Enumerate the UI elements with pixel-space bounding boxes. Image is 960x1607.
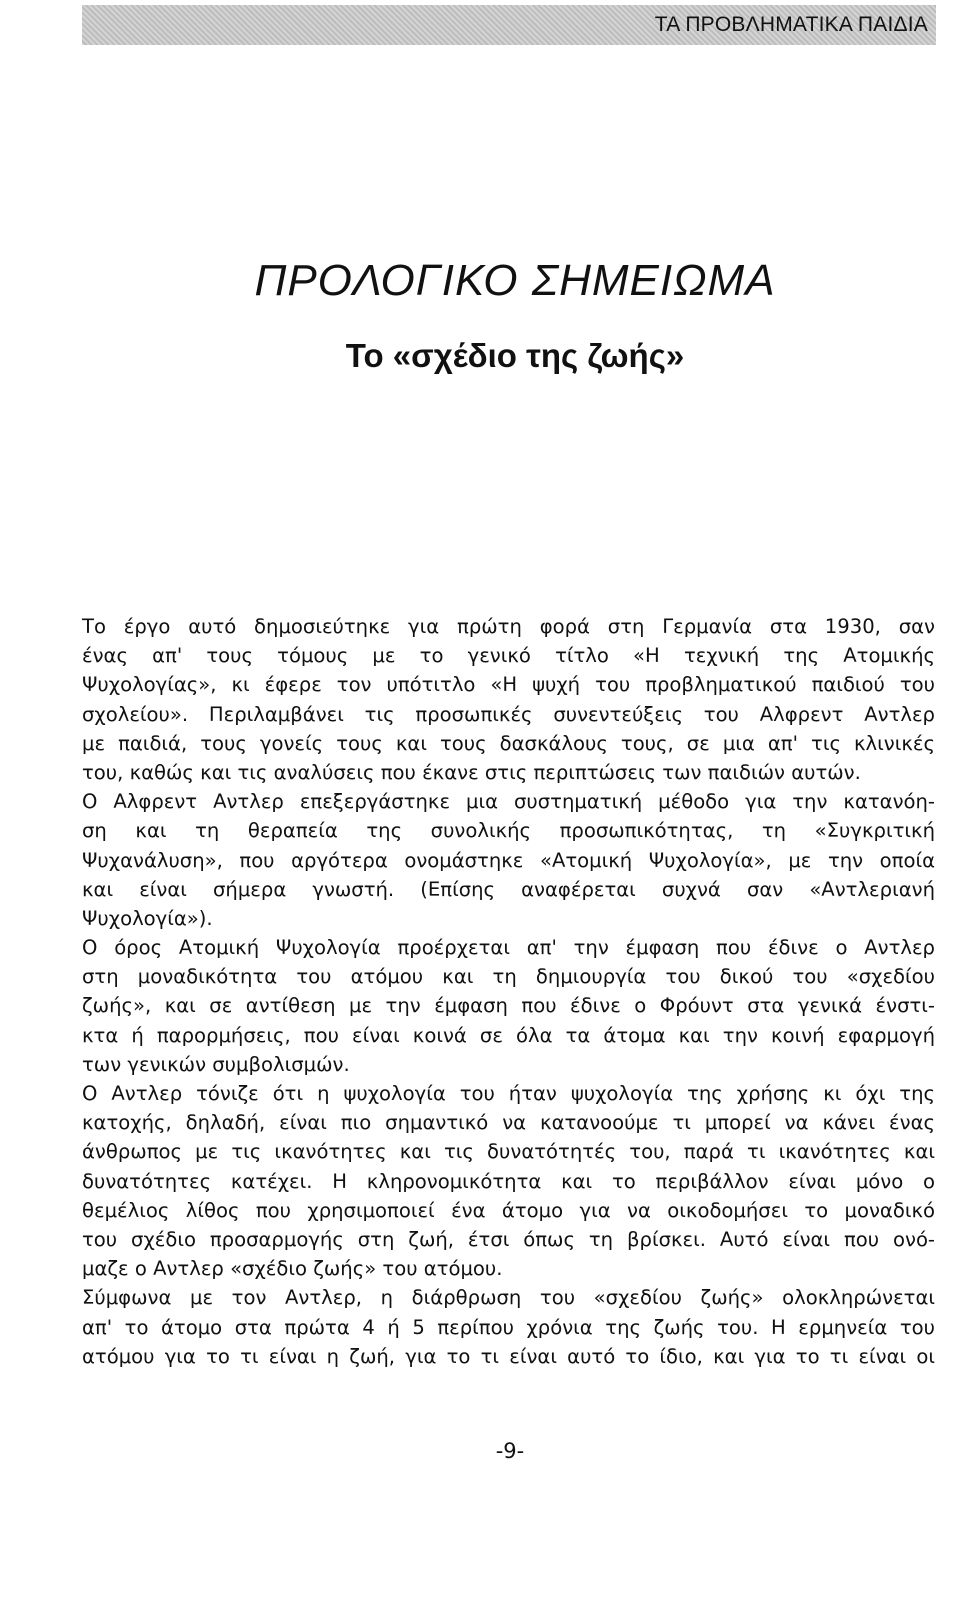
text-line: άνθρωπος με τις ικανότητες και τις δυνατότητές του, παρά τι ικανότητες και (82, 1140, 935, 1164)
text-line: κτα ή παρορμήσεις, που είναι κοινά σε όλα τα άτομα και την κοινή εφαρμογή (82, 1023, 935, 1047)
text-line: Ψυχανάλυση», που αργότερα ονομάστηκε «Ατομική Ψυχολογία», με την οποία (82, 848, 935, 872)
chapter-subtitle: Το «σχέδιο της ζωής» (345, 337, 685, 374)
text-line: Σύμφωνα με τον Αντλερ, η διάρθρωση του «σχεδίου ζωής» ολοκληρώνεται (82, 1286, 935, 1310)
text-line: του, καθώς και τις αναλύσεις που έκανε στις περιπτώσεις των παιδιών αυτών. (82, 760, 861, 784)
running-header-title: ΤΑ ΠΡΟΒΛΗΜΑΤΙΚΑ ΠΑΙΔΙΑ (654, 13, 928, 36)
text-line: δυνατότητες κατέχει. Η κληρονομικότητα και το περιβάλλον είναι μόνο ο (82, 1169, 935, 1193)
text-line: του σχέδιο προσαρμογής στη ζωή, έτσι όπως τη βρίσκει. Αυτό είναι που ονό- (82, 1227, 935, 1251)
text-line: σχολείου». Περιλαμβάνει τις προσωπικές συνεντεύξεις του Αλφρεντ Αντλερ (82, 702, 935, 726)
text-line: απ' το άτομο στα πρώτα 4 ή 5 περίπου χρόνια της ζωής του. Η ερμηνεία του (82, 1315, 935, 1339)
text-line: ένας απ' τους τόμους με το γενικό τίτλο «Η τεχνική της Ατομικής (82, 644, 935, 668)
text-line: κατοχής, δηλαδή, είναι πιο σημαντικό να κατανοούμε τι μπορεί να κάνει ένας (82, 1111, 935, 1135)
text-line: Το έργο αυτό δημοσιεύτηκε για πρώτη φορά στη Γερμανία στα 1930, σαν (82, 615, 935, 638)
text-line: με παιδιά, τους γονείς τους και τους δασκάλους τους, σε μια απ' τις κλινικές (82, 731, 935, 755)
text-line: Ο Αντλερ τόνιζε ότι η ψυχολογία του ήταν ψυχολογία της χρήσης κι όχι της (82, 1082, 935, 1105)
text-line: Ο Αλφρεντ Αντλερ επεξεργάστηκε μια συστηματική μέθοδο για την κατανόη- (82, 790, 935, 814)
text-line: μαζε ο Αντλερ «σχέδιο ζωής» του ατόμου. (82, 1257, 503, 1281)
chapter-title: ΠΡΟΛΟΓΙΚΟ ΣΗΜΕΙΩΜΑ (254, 256, 776, 305)
text-line: ζωής», και σε αντίθεση με την έμφαση που έδινε ο Φρόυντ στα γενικά ένστι- (82, 994, 935, 1018)
page-number: -9- (495, 1439, 525, 1463)
running-header-band (82, 5, 936, 45)
text-line: Ψυχολογίας», κι έφερε τον υπότιτλο «Η ψυχή του προβληματικού παιδιού του (82, 673, 935, 697)
text-line: και είναι σήμερα γνωστή. (Επίσης αναφέρεται συχνά σαν «Αντλεριανή (82, 877, 935, 901)
text-line: Ψυχολογία»). (82, 906, 213, 930)
text-line: στη μοναδικότητα του ατόμου και τη δημιουργία του δικού του «σχεδίου (82, 965, 935, 989)
text-line: Ο όρος Ατομική Ψυχολογία προέρχεται απ' την έμφαση που έδινε ο Αντλερ (82, 936, 935, 960)
text-line: των γενικών συμβολισμών. (82, 1052, 350, 1076)
text-line: ση και τη θεραπεία της συνολικής προσωπικότητας, τη «Συγκριτική (82, 819, 935, 843)
text-line: θεμέλιος λίθος που χρησιμοποιεί ένα άτομο για να οικοδομήσει το μοναδικό (82, 1198, 935, 1222)
body-text (82, 612, 935, 1371)
text-line: ατόμου για το τι είναι η ζωή, για το τι είναι αυτό το ίδιο, και για το τι είναι οι (82, 1344, 935, 1368)
